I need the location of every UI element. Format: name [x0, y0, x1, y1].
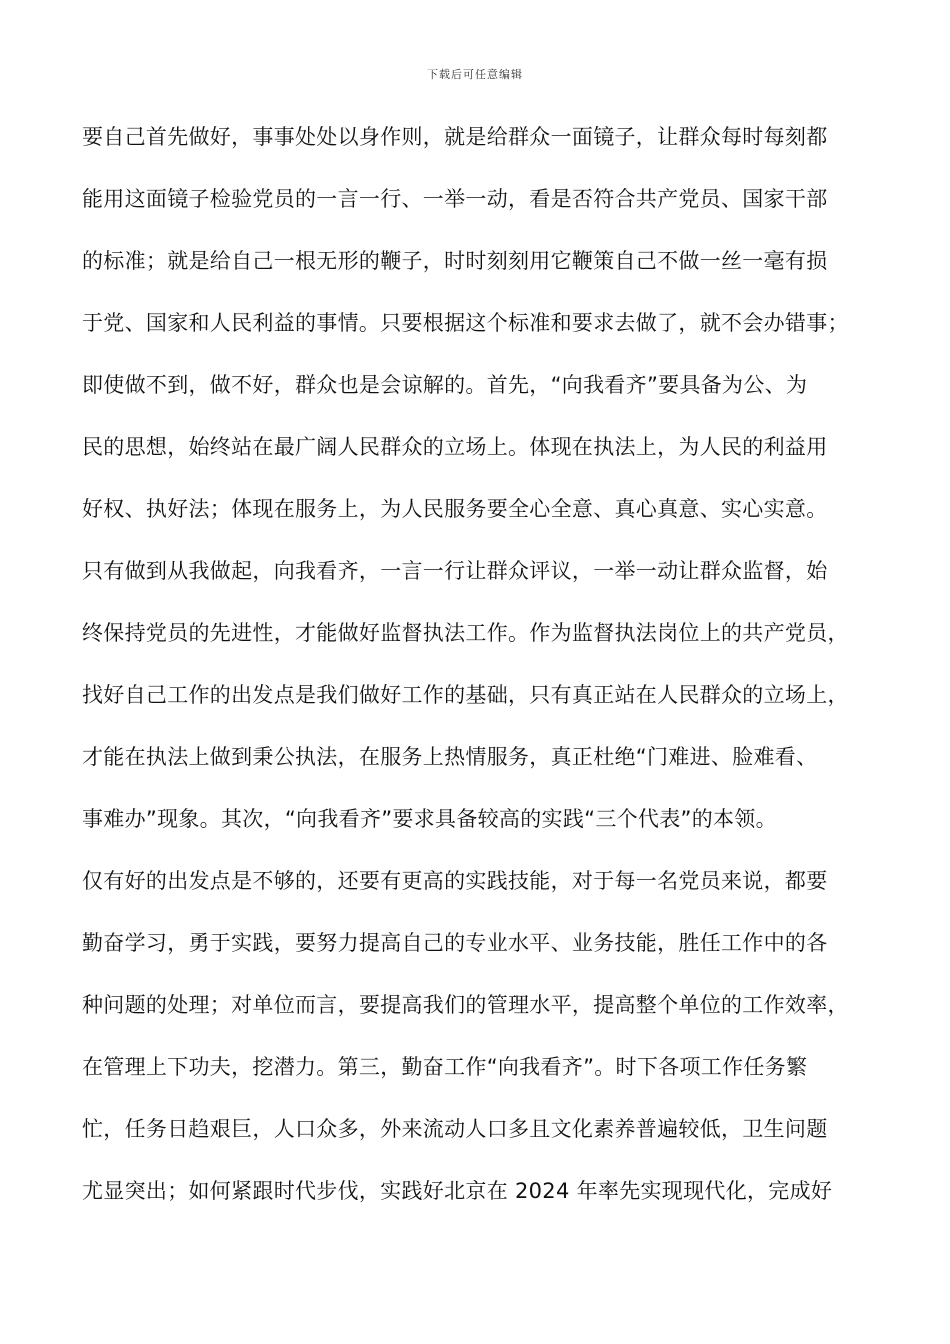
text-line: 只有做到从我做起，向我看齐，一言一行让群众评议，一举一动让群众监督，始 [82, 559, 828, 583]
text-line: 仅有好的出发点是不够的，还要有更高的实践技能，对于每一名党员来说，都要 [82, 869, 828, 893]
text-line: 民的思想，始终站在最广阔人民群众的立场上。体现在执法上，为人民的利益用 [82, 435, 828, 459]
text-line: 在管理上下功夫，挖潜力。第三，勤奋工作“向我看齐”。时下各项工作任务繁 [82, 1055, 808, 1079]
text-line: 种问题的处理；对单位而言，要提高我们的管理水平，提高整个单位的工作效率， [82, 993, 849, 1017]
text-line: 终保持党员的先进性，才能做好监督执法工作。作为监督执法岗位上的共产党员， [82, 621, 849, 645]
body-text [82, 112, 882, 1228]
text-line: 的标准；就是给自己一根无形的鞭子，时时刻刻用它鞭策自己不做一丝一毫有损 [82, 249, 828, 273]
text-line: 即使做不到，做不好，群众也是会谅解的。首先，“向我看齐”要具备为公、为 [82, 373, 808, 397]
text-line: 才能在执法上做到秉公执法，在服务上热情服务，真正杜绝“门难进、脸难看、 [82, 745, 818, 769]
text-line: 要自己首先做好，事事处处以身作则，就是给群众一面镜子，让群众每时每刻都 [82, 125, 828, 149]
text-line: 于党、国家和人民利益的事情。只要根据这个标准和要求去做了，就不会办错事； [82, 311, 849, 335]
text-line: 好权、执好法；体现在服务上，为人民服务要全心全意、真心真意、实心实意。 [82, 497, 828, 521]
text-line: 尤显突出；如何紧跟时代步伐，实践好北京在 2024 年率先实现现代化，完成好 [82, 1179, 833, 1203]
text-line: 能用这面镜子检验党员的一言一行、一举一动，看是否符合共产党员、国家干部 [82, 187, 828, 211]
text-line: 找好自己工作的出发点是我们做好工作的基础，只有真正站在人民群众的立场上， [82, 683, 849, 707]
header-note: 下载后可任意编辑 [427, 68, 523, 81]
text-line: 事难办”现象。其次，“向我看齐”要求具备较高的实践“三个代表”的本领。 [82, 807, 777, 831]
text-line: 勤奋学习，勇于实践，要努力提高自己的专业水平、业务技能，胜任工作中的各 [82, 931, 828, 955]
text-line: 忙，任务日趋艰巨，人口众多，外来流动人口多且文化素养普遍较低，卫生问题 [82, 1117, 828, 1141]
